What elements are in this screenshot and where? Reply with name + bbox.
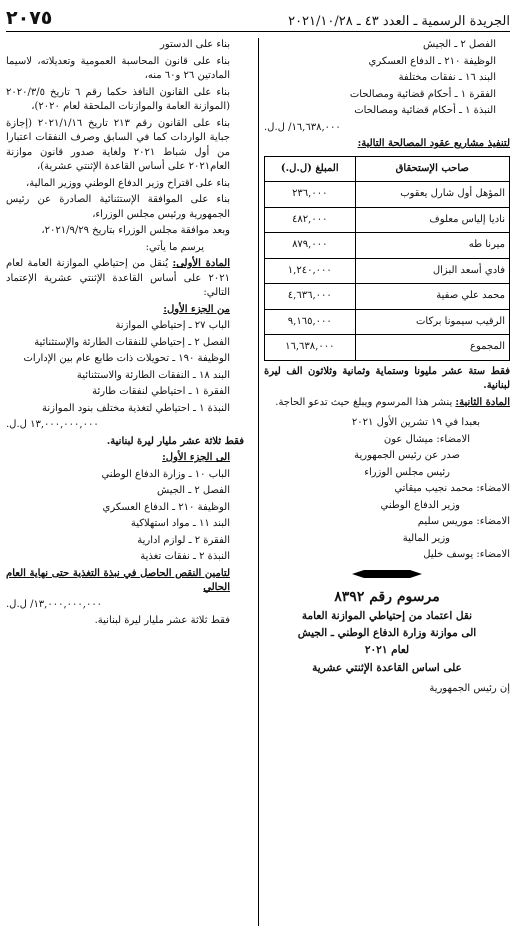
to-line: الفصل ٢ ـ الجيش xyxy=(156,485,230,496)
signature: الامضاء: محمد نجيب ميقاتي xyxy=(394,483,510,494)
to-total: ١٣,٠٠٠,٠٠٠,٠٠٠/ ل.ل. xyxy=(6,598,103,610)
from-line: الباب ٢٧ ـ إحتياطي الموازنة xyxy=(115,320,230,331)
table-row xyxy=(265,284,510,310)
signature: الامضاء: ميشال عون xyxy=(383,433,470,445)
decree-title: لعام ٢٠٢١ xyxy=(364,644,410,657)
cell-amount: ٢٣٦,٠٠٠ xyxy=(265,182,356,208)
cell-amount: ٨٧٩,٠٠٠ xyxy=(265,233,356,259)
to-line: الفقرة ٢ ـ لوازم ادارية xyxy=(137,534,230,546)
signature: وزير المالية xyxy=(402,532,450,544)
signature: الامضاء: موريس سليم xyxy=(417,516,510,527)
to-line: البند ١١ ـ مواد استهلاكية xyxy=(130,518,230,529)
cell-name: المجموع xyxy=(355,335,509,361)
to-part-heading: الى الجزء الأول: xyxy=(162,452,230,463)
from-total: ١٣,٠٠٠,٠٠٠,٠٠٠ ل.ل. xyxy=(6,419,99,430)
alloc-line: الفقرة ١ ـ أحكام قضائية ومصالحات xyxy=(349,88,496,100)
page-header xyxy=(6,6,510,32)
column-divider xyxy=(258,38,259,926)
signature: الامضاء: يوسف خليل xyxy=(423,549,510,560)
from-line: النبذة ١ ـ احتياطي لتغذية مختلف بنود الموازنة xyxy=(42,402,230,414)
cell-name: محمد علي صفية xyxy=(355,284,509,310)
table-header-row xyxy=(265,156,510,182)
cell-name: ناديا إلياس معلوف xyxy=(355,207,509,233)
col-header-name: صاحب الإستحقاق xyxy=(355,156,509,182)
purpose-line: لتامين النقص الحاصل في نبذة التغذية حتى نهاية العام الحالي xyxy=(6,567,230,593)
decree-number: مرسوم رقم ٨٣٩٢ xyxy=(334,588,440,605)
signature: صدر عن رئيس الجمهورية xyxy=(354,450,460,461)
right-column xyxy=(264,38,510,926)
article-one xyxy=(6,257,244,301)
decree-title: على اساس القاعدة الإثنتي عشرية xyxy=(312,662,462,675)
article-two xyxy=(264,396,510,411)
alloc-line: البند ١٦ ـ نفقات مختلفة xyxy=(398,72,496,83)
table-row xyxy=(265,182,510,208)
col-header-amount: المبلغ (ل.ل.) xyxy=(265,156,356,182)
alloc-line: الفصل ٢ ـ الجيش xyxy=(422,39,496,50)
table-row xyxy=(265,207,510,233)
preamble: بناء على اقتراح وزير الدفاع الوطني ووزير المالية، xyxy=(26,177,230,189)
cell-name: الرقيب سيمونا بركات xyxy=(355,309,509,335)
amount-in-words: فقط ستة عشر مليونا وستماية وثمانية وثلاثون الف ليرة لبنانية. xyxy=(264,365,510,391)
article-two-label: المادة الثانية: xyxy=(455,396,510,408)
from-amount-words: فقط ثلاثة عشر مليار ليرة لبنانية. xyxy=(106,435,244,447)
to-line: الباب ١٠ ـ وزارة الدفاع الوطني xyxy=(101,468,230,480)
preamble: بناء على قانون المحاسبة العمومية وتعديلاته، لاسيما المادتين ٢٦ و٦٠ منه، xyxy=(6,55,230,81)
date-line: بعبدا في ١٩ تشرين الأول ٢٠٢١ xyxy=(351,417,480,428)
to-line: الوظيفة ٢١٠ ـ الدفاع العسكري xyxy=(102,501,230,513)
cell-name: المؤهل أول شارل يعقوب xyxy=(355,182,509,208)
cell-amount: ٤,٦٣٦,٠٠٠ xyxy=(265,284,356,310)
alloc-line: الوظيفة ٢١٠ ـ الدفاع العسكري xyxy=(368,55,496,67)
left-column xyxy=(6,38,244,926)
from-line: البند ١٨ ـ النفقات الطارئة والاستثنائية xyxy=(76,369,230,381)
preamble: بناء على القانون رقم ٢١٣ تاريخ ٢٠٢١/١/١٦ (إجازة جباية الواردات كما في السابق وصرف النفقات اعتبارا من أول شباط ٢٠٢١ ولغاية صدور قانون موازنة العام٢٠٢١ على أساس القاعدة الإثنتي عشرية)، xyxy=(6,117,230,172)
cell-amount: ٤٨٢,٠٠٠ xyxy=(265,207,356,233)
preamble: بناء على الدستور xyxy=(160,39,230,50)
alloc-total: ١٦,٦٣٨,٠٠٠/ ل.ل. xyxy=(264,121,341,133)
article-two-text: ينشر هذا المرسوم ويبلغ حيث تدعو الحاجة. xyxy=(275,396,453,408)
decree-title: نقل اعتماد من إحتياطي الموازنة العامة xyxy=(301,609,473,622)
cell-name: فادي أسعد البزال xyxy=(355,258,509,284)
cell-amount: ١,٢٤٠,٠٠٠ xyxy=(265,258,356,284)
signature: رئيس مجلس الوزراء xyxy=(364,466,450,478)
table-row xyxy=(265,233,510,259)
article-one-label: المادة الأولى: xyxy=(172,258,230,269)
signature: وزير الدفاع الوطني xyxy=(380,499,460,511)
settlement-table xyxy=(264,156,510,361)
cell-amount: ٩,١٦٥,٠٠٠ xyxy=(265,309,356,335)
preamble: بناء على القانون النافذ حكما رقم ٦ تاريخ ٢٠٢٠/٣/٥ (الموازنة العامة والموازنات الملحقة لعام ٢٠٢٠)، xyxy=(6,86,230,112)
cell-amount: ١٦,٦٣٨,٠٠٠ xyxy=(265,335,356,361)
from-part-heading: من الجزء الأول: xyxy=(163,303,230,315)
to-amount-words: فقط ثلاثة عشر مليار ليرة لبنانية. xyxy=(94,615,230,626)
table-row xyxy=(265,258,510,284)
gazette-title: الجريدة الرسمية ـ العدد ٤٣ ـ ٢٠٢١/١٠/٢٨ xyxy=(288,14,510,29)
alloc-line: النبذة ١ ـ أحكام قضائية ومصالحات xyxy=(354,105,496,116)
decree-title: الى موازنة وزارة الدفاع الوطني ـ الجيش xyxy=(297,627,477,640)
from-line: الفصل ٢ ـ إحتياطي للنفقات الطارئة والإستثنائية xyxy=(34,336,230,348)
to-line: النبذة ٢ ـ نفقات تغذية xyxy=(140,551,230,562)
preamble: بناء على الموافقة الإستثنائية الصادرة عن رئيس الجمهورية ورئيس مجلس الوزراء، xyxy=(6,194,230,220)
from-line: الفقرة ١ ـ احتياطي لنفقات طارئة xyxy=(92,386,230,397)
table-total-row xyxy=(265,335,510,361)
table-row xyxy=(265,309,510,335)
section-separator-icon xyxy=(264,569,510,579)
decree-phrase: يرسم ما يأتي: xyxy=(145,241,204,253)
article-one-text: يُنقل من إحتياطي الموازنة العامة لعام ٢٠٢١ على أساس القاعدة الإثنتي عشرية الإعتماد التالي: xyxy=(6,258,230,298)
table-intro: لتنفيذ مشاريع عقود المصالحة التالية: xyxy=(357,138,510,149)
cell-name: ميرنا طه xyxy=(355,233,509,259)
preamble: وبعد موافقة مجلس الوزراء بتاريخ ٢٠٢١/٩/٢٩، xyxy=(41,225,230,236)
page-number: ٢٠٧٥ xyxy=(6,7,53,29)
from-line: الوظيفة ١٩٠ ـ تحويلات ذات طابع عام بين الإدارات xyxy=(23,353,230,364)
president-line: إن رئيس الجمهورية xyxy=(429,682,510,694)
